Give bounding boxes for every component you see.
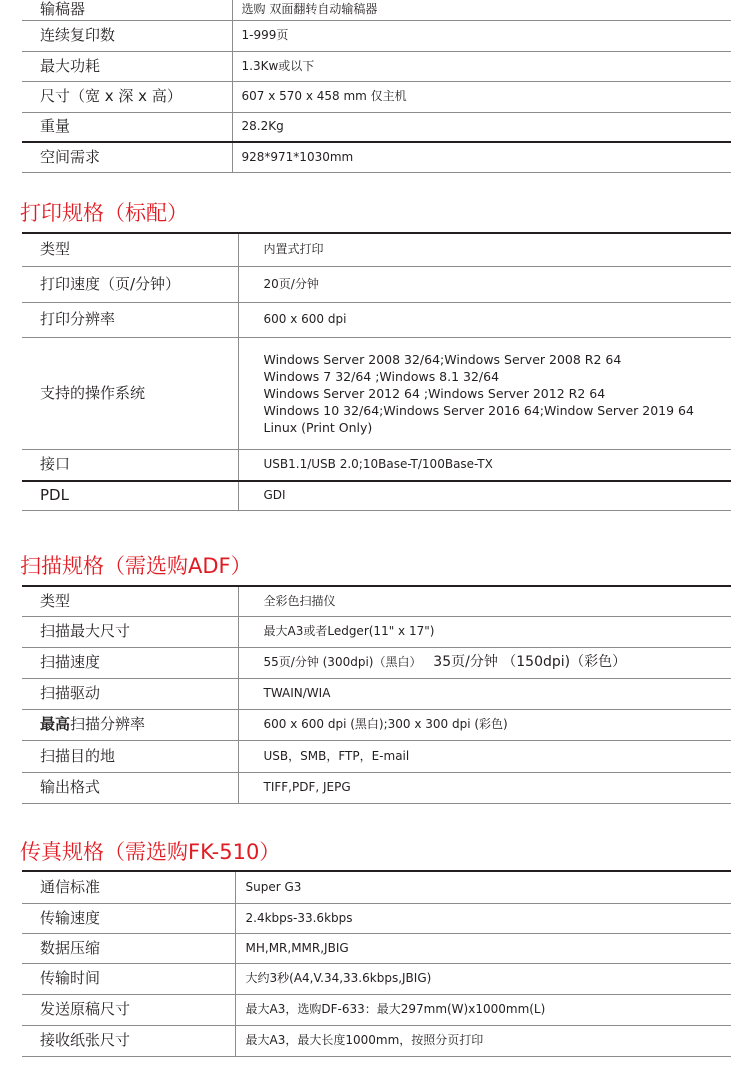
spec-value: Super G3 — [235, 872, 731, 903]
spec-value: 600 x 600 dpi — [238, 302, 731, 337]
table-row — [22, 234, 731, 266]
spec-value: USB1.1/USB 2.0;10Base-T/100Base-TX — [238, 449, 731, 481]
spec-value: 选购 双面翻转自动输稿器 — [232, 0, 731, 20]
table-row — [22, 963, 731, 994]
scan-speed-color: 35页/分钟 （150dpi)（彩色） — [433, 654, 627, 670]
table-row — [22, 772, 731, 803]
spec-value: 1.3Kw或以下 — [232, 51, 731, 81]
table-row — [22, 20, 731, 51]
spec-value: 最大A3或者Ledger(11" x 17") — [238, 616, 731, 647]
spec-value: 内置式打印 — [238, 234, 731, 266]
spec-key: 尺寸（宽 x 深 x 高） — [22, 81, 232, 112]
spec-key: 打印分辨率 — [22, 302, 238, 337]
spec-key: 扫描速度 — [22, 647, 238, 678]
table-row — [22, 587, 731, 616]
spec-key: 空间需求 — [22, 142, 232, 172]
spec-value: 大约3秒(A4,V.34,33.6kbps,JBIG) — [235, 963, 731, 994]
os-item: Linux (Print Only) — [263, 419, 373, 435]
spec-key: 重量 — [22, 112, 232, 142]
spec-key: 扫描目的地 — [22, 740, 238, 772]
spec-value: 1-999页 — [232, 20, 731, 51]
table-row — [22, 616, 731, 647]
spec-value: 607 x 570 x 458 mm 仅主机 — [232, 81, 731, 112]
spec-key-bold: 最高 — [40, 715, 71, 733]
spec-key — [22, 709, 238, 740]
spec-value: USB，SMB，FTP，E-mail — [238, 740, 731, 772]
spec-key: 扫描最大尺寸 — [22, 616, 238, 647]
os-item: Windows 10 32/64;Windows Server 2016 64;Window Server 2019 64 — [263, 402, 694, 418]
scan-spec-table — [22, 585, 731, 804]
spec-value: 最大A3，最大长度1000mm，按照分页打印 — [235, 1025, 731, 1056]
table-row — [22, 112, 731, 142]
table-row — [22, 51, 731, 81]
spec-key: 输稿器 — [22, 0, 232, 20]
table-row — [22, 647, 731, 678]
spec-key: 输出格式 — [22, 772, 238, 803]
spec-value: 928*971*1030mm — [232, 142, 731, 172]
spec-key: 通信标准 — [22, 872, 235, 903]
spec-key: 传输时间 — [22, 963, 235, 994]
spec-key: PDL — [22, 481, 238, 510]
general-spec-table — [22, 0, 731, 173]
table-row — [22, 709, 731, 740]
fax-spec-table — [22, 870, 731, 1057]
os-item: Windows 7 32/64 ;Windows 8.1 32/64 — [263, 368, 500, 384]
spec-value: GDI — [238, 481, 731, 510]
scan-speed-bw: 55页/分钟 (300dpi)（黑白） — [263, 655, 422, 669]
spec-value: MH,MR,MMR,JBIG — [235, 933, 731, 963]
spec-value: 600 x 600 dpi (黑白);300 x 300 dpi (彩色) — [238, 709, 731, 740]
scan-spec-title: 扫描规格（需选购ADF） — [20, 554, 252, 578]
table-row — [22, 872, 731, 903]
print-spec-table — [22, 232, 731, 511]
table-row — [22, 903, 731, 933]
table-row — [22, 81, 731, 112]
spec-value: 20页/分钟 — [238, 266, 731, 302]
table-row — [22, 142, 731, 172]
table-row — [22, 933, 731, 963]
spec-key: 连续复印数 — [22, 20, 232, 51]
os-item: Windows Server 2008 32/64;Windows Server 2008 R2 64 — [263, 351, 622, 367]
spec-value: 2.4kbps-33.6kbps — [235, 903, 731, 933]
spec-key: 支持的操作系统 — [22, 337, 238, 449]
spec-value: 最大A3，选购DF-633：最大297mm(W)x1000mm(L) — [235, 994, 731, 1025]
spec-key: 接收纸张尺寸 — [22, 1025, 235, 1056]
spec-key: 发送原稿尺寸 — [22, 994, 235, 1025]
table-row — [22, 678, 731, 709]
os-item: Windows Server 2012 64 ;Windows Server 2012 R2 64 — [263, 385, 606, 401]
table-row — [22, 1025, 731, 1056]
spec-value: 28.2Kg — [232, 112, 731, 142]
fax-spec-title: 传真规格（需选购FK-510） — [20, 840, 281, 864]
table-row — [22, 0, 731, 20]
print-spec-title: 打印规格（标配） — [20, 201, 188, 225]
spec-value: TIFF,PDF, JEPG — [238, 772, 731, 803]
table-row — [22, 337, 731, 449]
spec-key: 类型 — [22, 587, 238, 616]
spec-value: TWAIN/WIA — [238, 678, 731, 709]
spec-key: 接口 — [22, 449, 238, 481]
spec-key-rest: 扫描分辨率 — [70, 715, 146, 733]
spec-value — [238, 647, 731, 678]
table-row — [22, 302, 731, 337]
table-row — [22, 994, 731, 1025]
spec-key: 传输速度 — [22, 903, 235, 933]
table-row — [22, 481, 731, 510]
table-row — [22, 266, 731, 302]
spec-key: 打印速度（页/分钟） — [22, 266, 238, 302]
os-list — [238, 337, 731, 449]
spec-key: 数据压缩 — [22, 933, 235, 963]
spec-key: 扫描驱动 — [22, 678, 238, 709]
spec-value: 全彩色扫描仪 — [238, 587, 731, 616]
table-row — [22, 449, 731, 481]
spec-key: 类型 — [22, 234, 238, 266]
spec-key: 最大功耗 — [22, 51, 232, 81]
table-row — [22, 740, 731, 772]
